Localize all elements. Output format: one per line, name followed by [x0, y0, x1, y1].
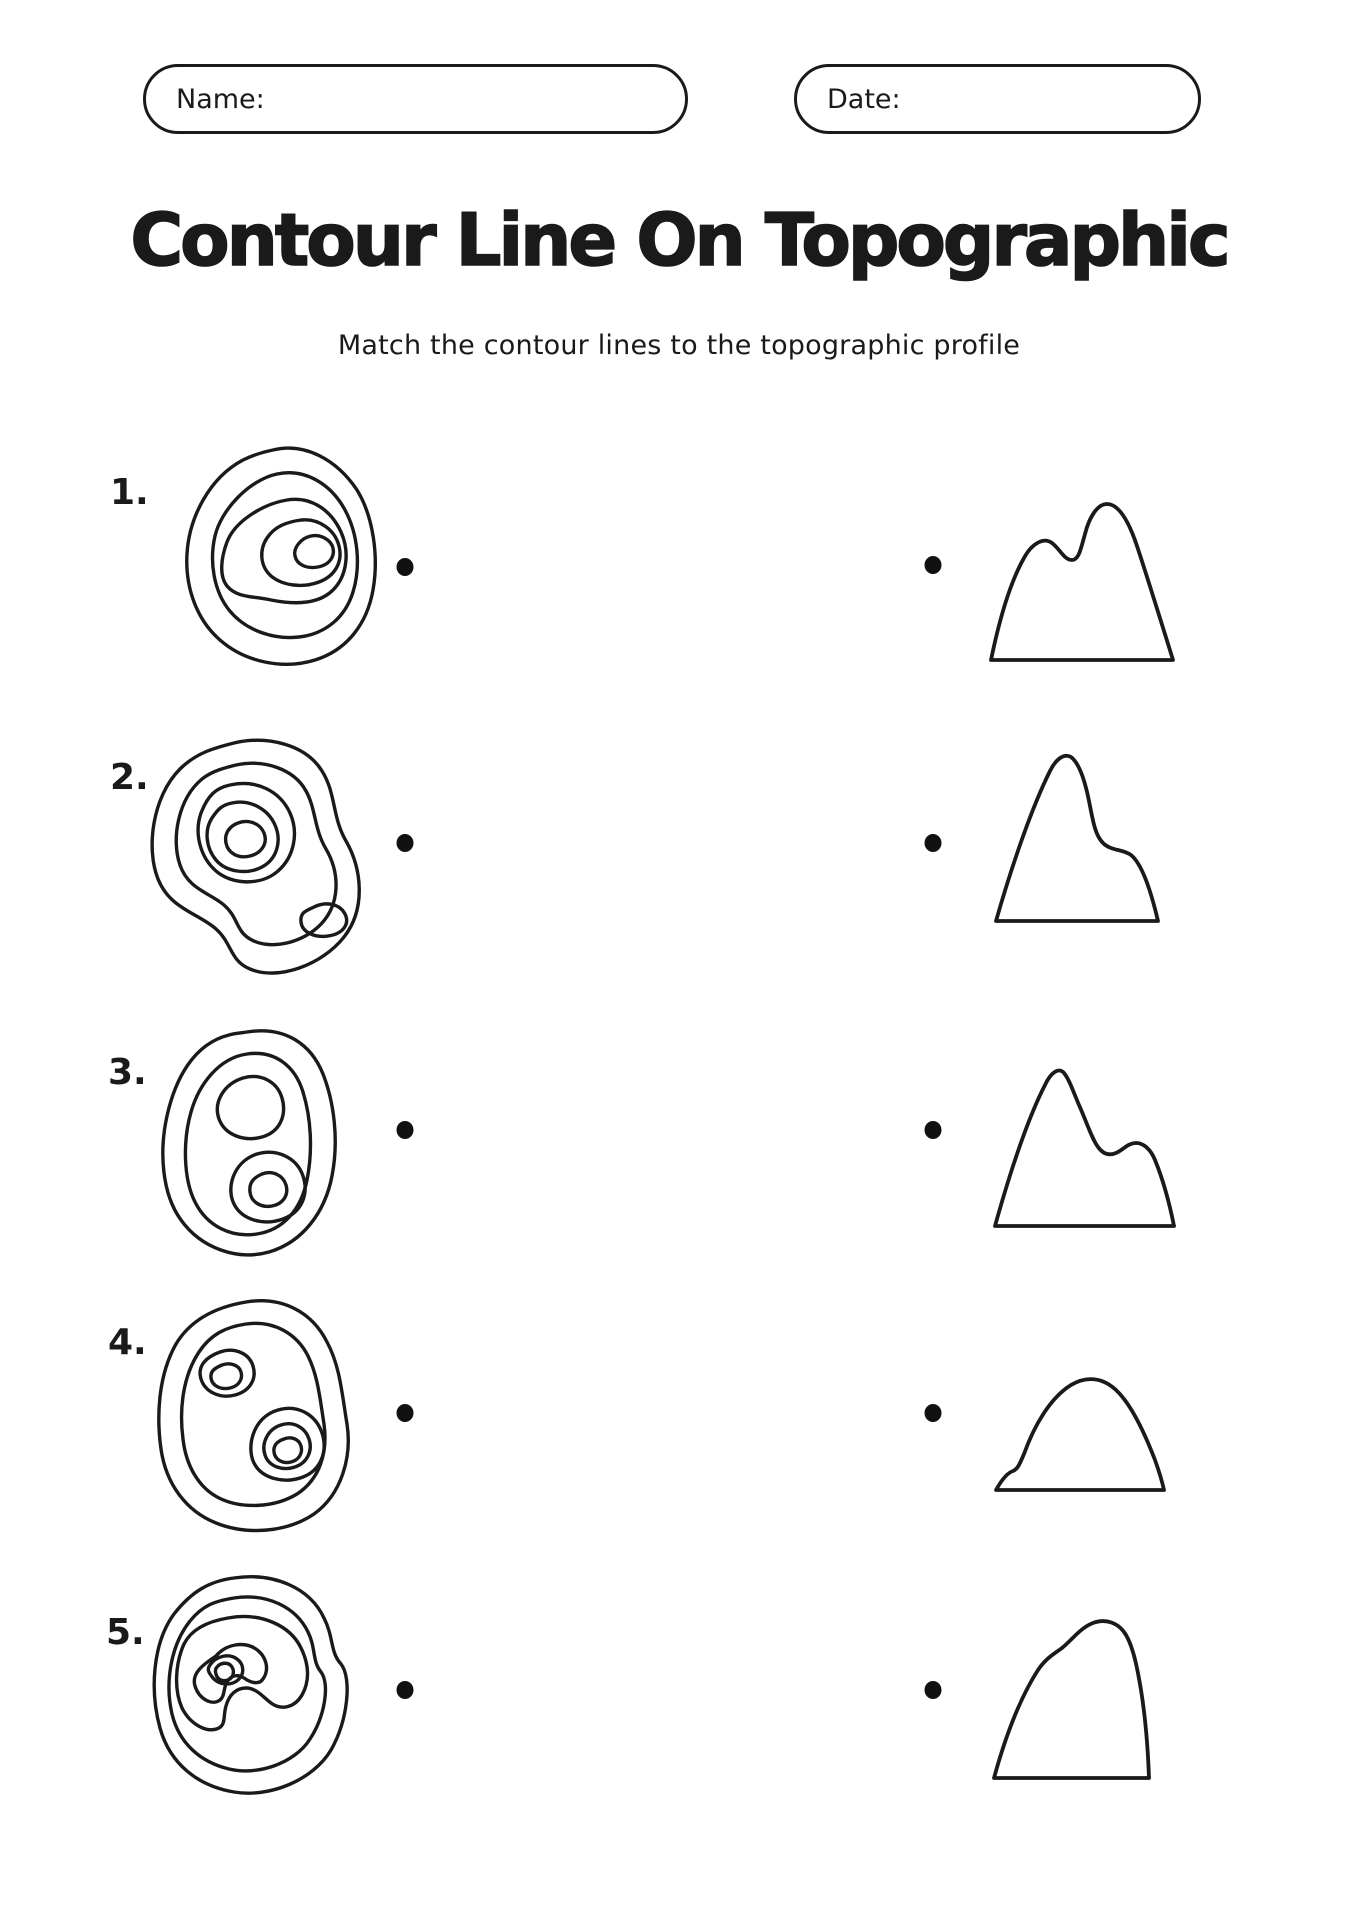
item-number-3: 3.	[108, 1052, 147, 1093]
item-number-5: 5.	[106, 1612, 145, 1653]
contour-map-3	[145, 1022, 365, 1262]
profile-1	[985, 490, 1185, 665]
profile-5	[988, 1610, 1186, 1782]
page-subtitle: Match the contour lines to the topographic profile	[337, 330, 1021, 361]
name-field[interactable]	[143, 64, 688, 134]
profile-2	[988, 747, 1186, 925]
contour-map-2	[138, 733, 378, 983]
profile-4	[990, 1360, 1186, 1494]
match-dot-right-2[interactable]	[925, 834, 942, 852]
profile-3	[988, 1058, 1186, 1230]
contour-map-4	[140, 1292, 370, 1542]
match-dot-right-5[interactable]	[925, 1681, 942, 1699]
match-dot-left-3[interactable]	[397, 1121, 414, 1139]
contour-map-5	[134, 1568, 364, 1808]
item-number-2: 2.	[110, 757, 149, 798]
match-dot-right-3[interactable]	[925, 1121, 942, 1139]
match-dot-left-2[interactable]	[397, 834, 414, 852]
date-field-label: Date:	[827, 83, 901, 115]
contour-map-1	[165, 438, 395, 668]
match-dot-left-4[interactable]	[397, 1404, 414, 1422]
match-dot-left-1[interactable]	[397, 558, 414, 576]
match-dot-right-1[interactable]	[925, 556, 942, 574]
date-field[interactable]	[794, 64, 1201, 134]
item-number-4: 4.	[108, 1322, 147, 1363]
page-title: Contour Line On Topographic	[130, 198, 1228, 282]
name-field-label: Name:	[176, 83, 265, 115]
match-dot-right-4[interactable]	[925, 1404, 942, 1422]
match-dot-left-5[interactable]	[397, 1681, 414, 1699]
item-number-1: 1.	[110, 472, 149, 513]
